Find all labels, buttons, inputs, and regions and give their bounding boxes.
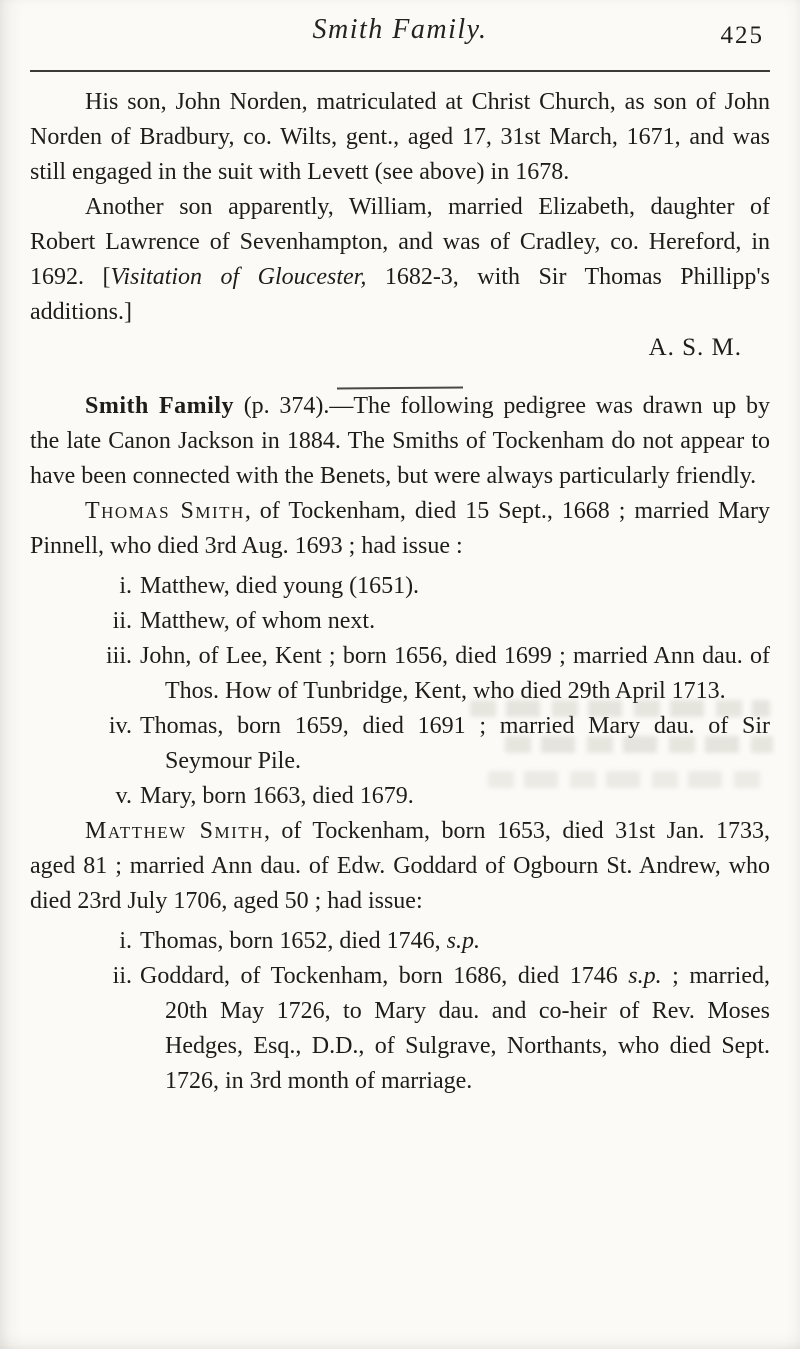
list-item: [30, 604, 770, 639]
list-marker: i.: [119, 573, 132, 599]
paragraph-matthew-smith: Matthew Smith, of Tockenham, born 1653, died 31st Jan. 1733, aged 81 ; married Ann dau. of Edw. Goddard of Ogbourn St. Andrew, who died 23rd July 1706, aged 50 ; had issue:: [30, 818, 771, 914]
list-marker: iv.: [108, 713, 132, 739]
list-item-text: Thomas, born 1659, died 1691 ; married Mary dau. of Sir Seymour Pile.: [140, 713, 770, 774]
list-item-text: Matthew, of whom next.: [140, 608, 376, 634]
running-title: Smith Family.: [312, 14, 488, 45]
paragraph-smith-family-intro: Smith Family (p. 374).—The following pedigree was drawn up by the late Canon Jackson in 1884. The Smiths of Tockenham do not appear to have been connected with the Benets, but were always particularly friendly.: [30, 393, 770, 489]
list-item: [30, 959, 770, 1099]
list-item-text: Matthew, died young (1651).: [140, 573, 420, 599]
list-item-text: Thomas, born 1652, died 1746, s.p.: [140, 928, 480, 954]
author-initials: A. S. M.: [648, 334, 742, 361]
paragraph-john-norden: His son, John Norden, matriculated at Christ Church, as son of John Norden of Bradbury, co. Wilts, gent., aged 17, 31st March, 1671, and was still engaged in the suit with Levett (see above) in 1678.: [30, 89, 770, 185]
issue-list-matthew: [30, 924, 770, 1099]
list-item: [30, 924, 770, 959]
list-marker: i.: [119, 928, 132, 954]
page-body: [0, 72, 800, 1099]
page-header: [0, 0, 800, 62]
issue-list-thomas: [30, 569, 770, 814]
paragraph-william: Another son apparently, William, married Elizabeth, daughter of Robert Lawrence of Sevenhampton, and was of Cradley, co. Hereford, in 1692. [Visitation of Gloucester, 1682-3, with Sir Thomas Phillipp's additions.]: [30, 194, 770, 325]
list-marker: ii.: [112, 963, 132, 989]
list-item: [30, 779, 770, 814]
list-item-text: John, of Lee, Kent ; born 1656, died 1699 ; married Ann dau. of Thos. How of Tunbridge, Kent, who died 29th April 1713.: [140, 643, 770, 704]
list-item-text: Goddard, of Tockenham, born 1686, died 1746 s.p. ; married, 20th May 1726, to Mary dau. and co-heir of Rev. Moses Hedges, Esq., D.D., of Sulgrave, Northants, who died Sept. 1726, in 3rd month of marriage.: [140, 963, 770, 1094]
list-item: [30, 709, 770, 779]
list-item-text: Mary, born 1663, died 1679.: [140, 783, 414, 809]
list-marker: iii.: [105, 643, 132, 669]
paragraph-thomas-smith: Thomas Smith, of Tockenham, died 15 Sept., 1668 ; married Mary Pinnell, who died 3rd Aug. 1693 ; had issue :: [30, 498, 770, 559]
list-marker: ii.: [112, 608, 132, 634]
page-number: 425: [720, 22, 764, 49]
list-item: [30, 569, 770, 604]
list-item: [30, 639, 770, 709]
list-marker: v.: [115, 783, 132, 809]
